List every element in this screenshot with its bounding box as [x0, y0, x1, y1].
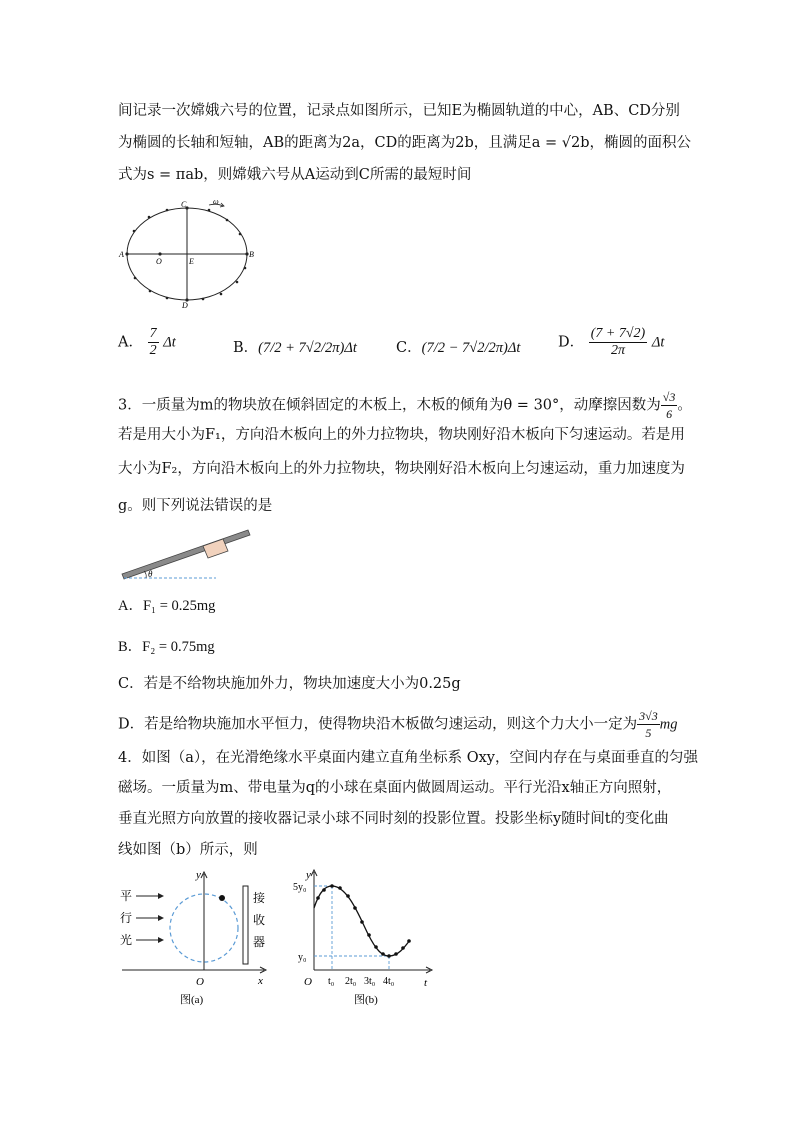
q2-option-c: C．(7/2 − 7√2/2π)Δt — [396, 340, 521, 356]
fig-b-5y0: 5y₀ — [293, 882, 307, 893]
label-omega: ω — [213, 198, 219, 206]
label-D: D — [182, 301, 188, 310]
label-E: E — [189, 257, 194, 266]
fig-b-y-label: y — [306, 869, 311, 881]
label-C: C — [181, 200, 187, 209]
fig-b-t-label: t — [424, 977, 428, 989]
q3-line-2: 若是用大小为F₁，方向沿木板向上的外力拉物块，物块刚好沿木板向下匀速运动。若是用 — [118, 427, 685, 443]
receiver-label-2: 收 — [253, 913, 266, 927]
q3-line-3: 大小为F₂，方向沿木板向上的外力拉物块，物块刚好沿木板向上匀速运动，重力加速度为 — [118, 461, 685, 477]
q2-option-a: A． $\frac{7}{2}$ Δt — [118, 326, 176, 358]
light-label-2: 行 — [120, 911, 133, 925]
q2-option-d: D． $\frac{(7 + 7√2)}{2\pi}$ Δt — [558, 326, 665, 358]
label-A: A — [119, 250, 124, 259]
fig-b-tick-t0: t₀ — [328, 976, 335, 987]
q4-line-2: 磁场。一质量为m、带电量为q的小球在桌面内做圆周运动。平行光沿x轴正方向照射， — [118, 780, 672, 796]
ellipse-orbit-figure — [115, 198, 265, 310]
q3-line-4: g。则下列说法错误的是 — [118, 498, 273, 514]
incline-figure — [118, 524, 258, 584]
fig-b-tick-4t0: 4t₀ — [383, 976, 395, 987]
q3-option-b: B．F₂ = 0.75mg — [118, 639, 215, 655]
q2-line-1: 间记录一次嫦娥六号的位置，记录点如图所示，已知E为椭圆轨道的中心，AB、CD分别 — [118, 103, 680, 119]
q3-option-c: C．若是不给物块施加外力，物块加速度大小为0.25g — [118, 676, 461, 692]
fig-a-x-label: x — [258, 975, 263, 987]
fig-b-tick-3t0: 3t₀ — [364, 976, 376, 987]
q2-line-2: 为椭圆的长轴和短轴，AB的距离为2a，CD的距离为2b，且满足a = √2b，椭圆的面积公 — [118, 135, 691, 151]
q4-line-1: 4．如图（a），在光滑绝缘水平桌面内建立直角坐标系 Oxy，空间内存在与桌面垂直的匀强 — [118, 750, 698, 766]
figure-a — [118, 868, 278, 1008]
q2-line-3: 式为s = πab，则嫦娥六号从A运动到C所需的最短时间 — [118, 167, 472, 183]
receiver-label-1: 接 — [253, 891, 266, 905]
fig-b-tick-2t0: 2t₀ — [345, 976, 357, 987]
theta-label: θ — [148, 569, 153, 579]
q3-option-a: A．F₁ = 0.25mg — [118, 598, 216, 614]
q4-line-3: 垂直光照方向放置的接收器记录小球不同时刻的投影位置。投影坐标y随时间t的变化曲 — [118, 811, 669, 827]
fig-a-origin: O — [196, 976, 204, 988]
label-O: O — [156, 257, 162, 266]
q4-line-4: 线如图（b）所示，则 — [118, 842, 258, 858]
figure-b — [292, 868, 442, 1008]
fig-a-caption: 图(a) — [180, 994, 204, 1006]
receiver-label-3: 器 — [253, 935, 266, 949]
fig-b-y0: y₀ — [298, 952, 307, 963]
label-B: B — [249, 250, 254, 259]
fig-a-y-label: y — [196, 869, 201, 881]
q3-option-d: D．若是给物块施加水平恒力，使得物块沿木板做匀速运动，则这个力大小一定为 $\frac{3√3}{5}$ mg — [118, 709, 678, 740]
q3-line-1: 3．一质量为m的物块放在倾斜固定的木板上，木板的倾角为θ = 30°，动摩擦因数为 $\frac{√3}{6}$ 。 — [118, 390, 692, 421]
light-label-3: 光 — [120, 933, 133, 947]
fig-b-caption: 图(b) — [354, 994, 378, 1006]
q2-option-b: B．(7/2 + 7√2/2π)Δt — [233, 340, 357, 356]
fig-b-origin: O — [304, 976, 312, 988]
light-label-1: 平 — [120, 889, 133, 903]
